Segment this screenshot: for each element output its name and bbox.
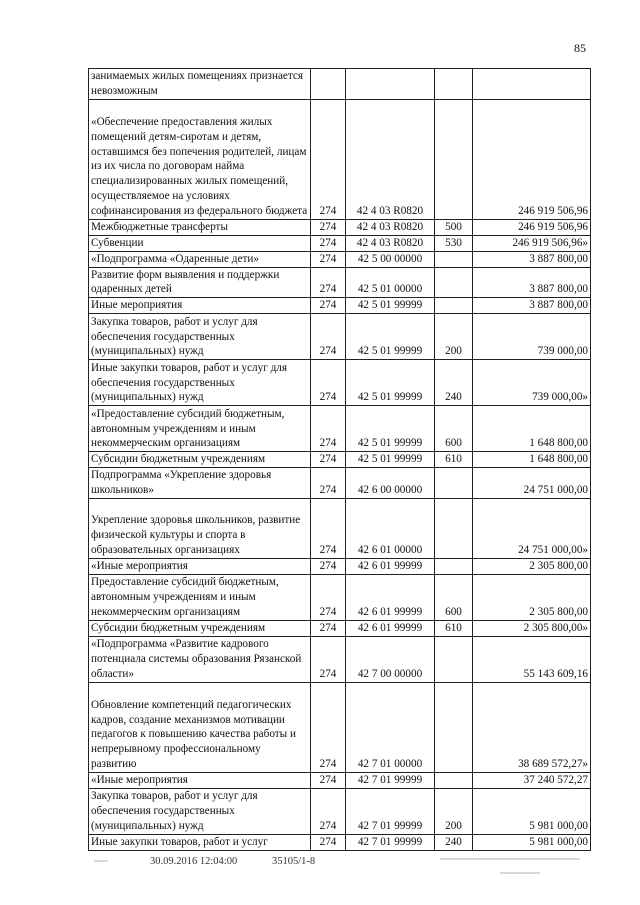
row-vr <box>435 267 473 298</box>
row-cs: 42 6 01 99999 <box>346 620 435 636</box>
row-cs: 42 7 01 99999 <box>346 788 435 834</box>
row-vr <box>435 558 473 574</box>
table-row <box>89 498 591 558</box>
scan-smudge <box>500 872 540 874</box>
row-vr: 530 <box>435 235 473 251</box>
row-cs <box>346 69 435 100</box>
row-gr: 274 <box>311 251 346 267</box>
row-gr: 274 <box>311 267 346 298</box>
row-vr: 610 <box>435 620 473 636</box>
row-cs: 42 6 01 99999 <box>346 574 435 620</box>
row-gr: 274 <box>311 314 346 360</box>
row-cs: 42 4 03 R0820 <box>346 219 435 235</box>
row-sum: 246 919 506,96 <box>473 99 591 219</box>
row-vr: 200 <box>435 788 473 834</box>
table-row <box>89 558 591 574</box>
row-cs: 42 7 00 00000 <box>346 636 435 682</box>
row-gr: 274 <box>311 574 346 620</box>
row-name: Субсидии бюджетным учреждениям <box>89 620 311 636</box>
row-cs: 42 5 01 99999 <box>346 360 435 406</box>
row-cs: 42 5 00 00000 <box>346 251 435 267</box>
row-sum: 3 887 800,00 <box>473 251 591 267</box>
row-name: Закупка товаров, работ и услуг для обеспечения государственных (муниципальных) нужд <box>89 314 311 360</box>
row-cs: 42 6 00 00000 <box>346 468 435 499</box>
row-name: занимаемых жилых помещениях признается невозможным <box>89 69 311 100</box>
table-row <box>89 267 591 298</box>
row-cs: 42 5 01 99999 <box>346 314 435 360</box>
row-gr: 274 <box>311 360 346 406</box>
row-name: Субвенции <box>89 235 311 251</box>
row-sum: 246 919 506,96» <box>473 235 591 251</box>
row-gr: 274 <box>311 772 346 788</box>
row-name: Обновление компетенций педагогических кадров, создание механизмов мотивации педагогов к повышению качества работы и непрерывному профессиональному развитию <box>89 682 311 772</box>
row-name: Межбюджетные трансферты <box>89 219 311 235</box>
row-vr: 610 <box>435 452 473 468</box>
row-sum: 3 887 800,00 <box>473 298 591 314</box>
row-cs: 42 5 01 99999 <box>346 452 435 468</box>
row-gr: 274 <box>311 99 346 219</box>
row-sum: 5 981 000,00 <box>473 788 591 834</box>
row-name: Предоставление субсидий бюджетным, автономным учреждениям и иным некоммерческим организациям <box>89 574 311 620</box>
row-gr: 274 <box>311 468 346 499</box>
row-sum: 24 751 000,00» <box>473 498 591 558</box>
footer-date: 30.09.2016 12:04:00 <box>150 856 238 867</box>
table-row <box>89 834 591 850</box>
row-sum: 1 648 800,00 <box>473 406 591 452</box>
table-row <box>89 251 591 267</box>
row-name: Развитие форм выявления и поддержки одаренных детей <box>89 267 311 298</box>
row-name: «Иные мероприятия <box>89 558 311 574</box>
table-row <box>89 406 591 452</box>
row-sum: 37 240 572,27 <box>473 772 591 788</box>
row-cs: 42 7 01 99999 <box>346 772 435 788</box>
row-name: «Иные мероприятия <box>89 772 311 788</box>
row-sum: 739 000,00» <box>473 360 591 406</box>
row-gr: 274 <box>311 620 346 636</box>
row-vr <box>435 298 473 314</box>
row-cs: 42 6 01 00000 <box>346 498 435 558</box>
row-vr <box>435 636 473 682</box>
row-sum: 2 305 800,00 <box>473 558 591 574</box>
row-name: «Подпрограмма «Развитие кадрового потенциала системы образования Рязанской области» <box>89 636 311 682</box>
table-row <box>89 772 591 788</box>
row-gr: 274 <box>311 636 346 682</box>
table-row <box>89 468 591 499</box>
row-sum: 3 887 800,00 <box>473 267 591 298</box>
row-cs: 42 4 03 R0820 <box>346 99 435 219</box>
table-row <box>89 636 591 682</box>
row-gr <box>311 69 346 100</box>
row-sum: 2 305 800,00 <box>473 574 591 620</box>
row-gr: 274 <box>311 788 346 834</box>
footer-code: 35105/1-8 <box>272 856 316 867</box>
row-sum: 246 919 506,96 <box>473 219 591 235</box>
row-sum: 1 648 800,00 <box>473 452 591 468</box>
row-name: «Предоставление субсидий бюджетным, автономным учреждениям и иным некоммерческим организациям <box>89 406 311 452</box>
budget-table-body <box>89 69 591 851</box>
row-gr: 274 <box>311 682 346 772</box>
table-row <box>89 620 591 636</box>
row-vr <box>435 251 473 267</box>
row-gr: 274 <box>311 406 346 452</box>
row-vr <box>435 772 473 788</box>
row-cs: 42 7 01 00000 <box>346 682 435 772</box>
row-name: Укрепление здоровья школьников, развитие физической культуры и спорта в образовательных организациях <box>89 498 311 558</box>
row-cs: 42 5 01 99999 <box>346 298 435 314</box>
row-cs: 42 7 01 99999 <box>346 834 435 850</box>
row-vr: 600 <box>435 574 473 620</box>
row-vr <box>435 468 473 499</box>
row-name: Иные закупки товаров, работ и услуг <box>89 834 311 850</box>
row-sum: 24 751 000,00 <box>473 468 591 499</box>
table-row <box>89 219 591 235</box>
row-name: Подпрограмма «Укрепление здоровья школьников» <box>89 468 311 499</box>
table-row <box>89 788 591 834</box>
row-vr: 500 <box>435 219 473 235</box>
row-gr: 274 <box>311 235 346 251</box>
row-gr: 274 <box>311 219 346 235</box>
row-gr: 274 <box>311 834 346 850</box>
row-vr <box>435 69 473 100</box>
row-gr: 274 <box>311 452 346 468</box>
table-row <box>89 99 591 219</box>
row-gr: 274 <box>311 558 346 574</box>
row-sum: 5 981 000,00 <box>473 834 591 850</box>
row-vr <box>435 682 473 772</box>
row-name: Иные мероприятия <box>89 298 311 314</box>
row-sum: 739 000,00 <box>473 314 591 360</box>
row-cs: 42 6 01 99999 <box>346 558 435 574</box>
row-gr: 274 <box>311 498 346 558</box>
row-sum <box>473 69 591 100</box>
row-name: «Подпрограмма «Одаренные дети» <box>89 251 311 267</box>
table-row <box>89 452 591 468</box>
row-vr: 240 <box>435 360 473 406</box>
scan-smudge <box>440 858 580 860</box>
row-name: «Обеспечение предоставления жилых помещений детям-сиротам и детям, оставшимся без попечения родителей, лицам из их числа по договорам найма специализированных жилых помещений, осуществляемое на условиях софинансирования из федерального бюджета <box>89 99 311 219</box>
scan-smudge <box>94 860 108 862</box>
table-row <box>89 682 591 772</box>
row-name: Закупка товаров, работ и услуг для обеспечения государственных (муниципальных) нужд <box>89 788 311 834</box>
row-vr <box>435 498 473 558</box>
table-row <box>89 235 591 251</box>
row-cs: 42 5 01 00000 <box>346 267 435 298</box>
table-row <box>89 69 591 100</box>
row-sum: 2 305 800,00» <box>473 620 591 636</box>
row-name: Субсидии бюджетным учреждениям <box>89 452 311 468</box>
row-vr: 200 <box>435 314 473 360</box>
table-row <box>89 298 591 314</box>
row-name: Иные закупки товаров, работ и услуг для обеспечения государственных (муниципальных) нужд <box>89 360 311 406</box>
row-vr: 600 <box>435 406 473 452</box>
table-row <box>89 360 591 406</box>
row-cs: 42 5 01 99999 <box>346 406 435 452</box>
budget-table <box>88 68 591 851</box>
row-vr: 240 <box>435 834 473 850</box>
row-sum: 55 143 609,16 <box>473 636 591 682</box>
row-vr <box>435 99 473 219</box>
row-gr: 274 <box>311 298 346 314</box>
page-number: 85 <box>574 41 586 55</box>
table-row <box>89 314 591 360</box>
row-sum: 38 689 572,27» <box>473 682 591 772</box>
table-row <box>89 574 591 620</box>
row-cs: 42 4 03 R0820 <box>346 235 435 251</box>
